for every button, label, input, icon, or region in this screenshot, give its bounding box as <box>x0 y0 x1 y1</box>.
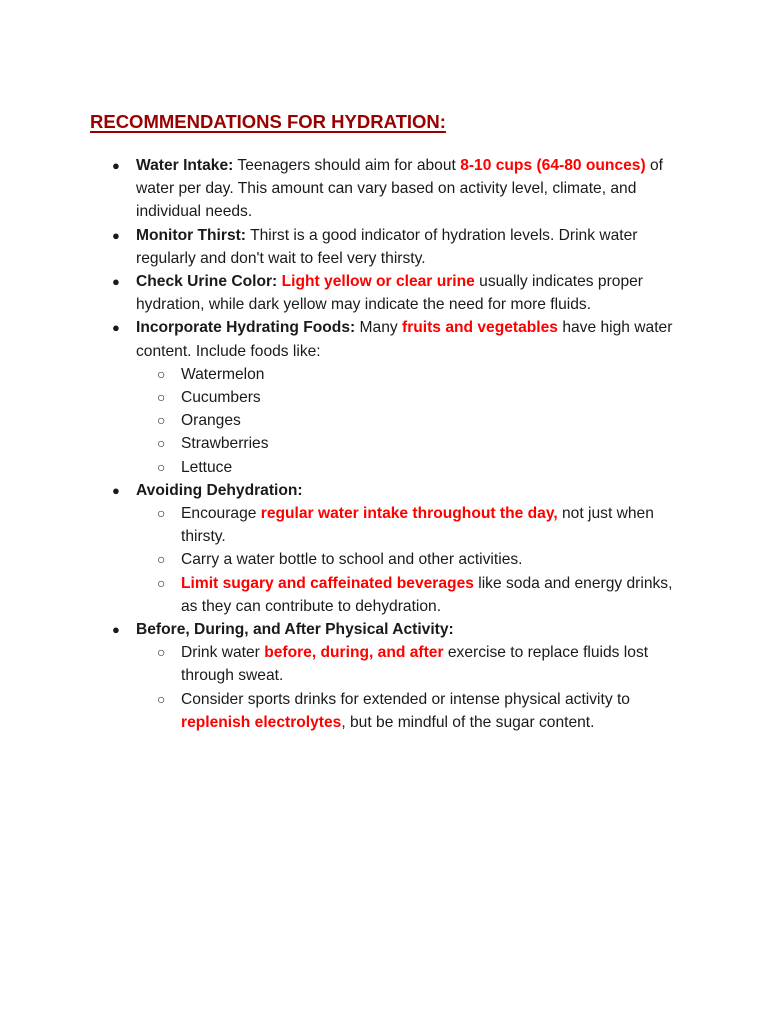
item-label: Before, During, and After Physical Activity: <box>136 621 454 639</box>
hollow-bullet-icon: ○ <box>157 574 166 591</box>
food-item <box>136 409 680 432</box>
hollow-bullet-icon: ○ <box>157 435 166 452</box>
food-name: Strawberries <box>181 435 269 453</box>
food-name: Lettuce <box>181 458 233 476</box>
hollow-bullet-icon: ○ <box>157 644 166 661</box>
sub-text: Encourage <box>181 505 261 523</box>
list-item-monitor-thirst <box>0 224 768 270</box>
item-label: Monitor Thirst: <box>136 226 247 244</box>
list-item-check-urine-color <box>0 270 768 316</box>
item-highlight: Light yellow or clear urine <box>281 273 475 291</box>
item-highlight: 8-10 cups (64-80 ounces) <box>460 157 646 174</box>
list-item-hydrating-foods <box>0 316 768 478</box>
item-label: Incorporate Hydrating Foods: <box>136 319 356 337</box>
hollow-bullet-icon: ○ <box>157 365 166 382</box>
food-name: Watermelon <box>181 365 265 383</box>
item-label: Water Intake: <box>136 157 234 174</box>
sub-highlight: regular water intake throughout the day, <box>260 505 558 523</box>
sub-item <box>136 502 680 548</box>
recommendations-list-container <box>0 154 768 734</box>
bullet-icon: ● <box>112 274 120 290</box>
item-text: Many <box>355 319 402 337</box>
sub-highlight: before, during, and after <box>264 644 444 662</box>
bullet-icon: ● <box>112 158 120 173</box>
sub-text: Carry a water bottle to school and other activities. <box>181 551 523 569</box>
page-title: RECOMMENDATIONS FOR HYDRATION: <box>90 111 446 132</box>
list-item-avoiding-dehydration <box>0 479 768 618</box>
sub-text: Drink water <box>181 644 265 662</box>
sub-item <box>136 572 680 618</box>
item-text: Teenagers should aim for about <box>233 157 461 174</box>
item-label: Avoiding Dehydration: <box>136 481 303 499</box>
food-name: Oranges <box>181 412 241 430</box>
sub-text: Consider sports drinks for extended or intense physical activity to <box>181 690 630 708</box>
sub-text: not just when thirsty. <box>181 505 654 546</box>
list-item-water-intake <box>0 154 768 224</box>
hollow-bullet-icon: ○ <box>157 389 166 406</box>
sub-text: exercise to replace fluids lost through sweat. <box>181 644 649 685</box>
food-item <box>136 363 680 386</box>
food-item <box>136 386 680 409</box>
item-highlight: fruits and vegetables <box>402 319 558 337</box>
item-text: of water per day. This amount can vary based on activity level, climate, and individual needs. <box>136 157 663 221</box>
food-item <box>136 432 680 455</box>
item-text: Thirst is a good indicator of hydration levels. Drink water regularly and don't wait to feel very thirsty. <box>136 226 638 267</box>
hollow-bullet-icon: ○ <box>157 690 166 707</box>
list-item-physical-activity <box>0 618 768 734</box>
sub-highlight: replenish electrolytes <box>181 713 342 731</box>
sub-text: like soda and energy drinks, as they can contribute to dehydration. <box>181 574 673 615</box>
activity-sublist <box>136 641 680 734</box>
item-text: usually indicates proper hydration, while dark yellow may indicate the need for more fluids. <box>136 273 643 314</box>
item-text: have high water content. Include foods like: <box>136 319 673 360</box>
hollow-bullet-icon: ○ <box>157 412 166 429</box>
bullet-icon: ● <box>112 320 120 336</box>
bullet-icon: ● <box>112 227 120 243</box>
sub-item <box>136 688 680 734</box>
sub-highlight: Limit sugary and caffeinated beverages <box>181 574 474 592</box>
recommendations-list <box>0 154 768 734</box>
hollow-bullet-icon: ○ <box>157 505 166 522</box>
hollow-bullet-icon: ○ <box>157 458 166 475</box>
sub-text: , but be mindful of the sugar content. <box>341 713 595 731</box>
item-label: Check Urine Color: <box>136 273 278 291</box>
sub-item <box>136 548 680 571</box>
hollow-bullet-icon: ○ <box>157 551 166 568</box>
dehydration-sublist <box>136 502 680 618</box>
food-name: Cucumbers <box>181 389 261 407</box>
food-item <box>136 456 680 479</box>
sub-item <box>136 641 680 687</box>
foods-sublist <box>136 363 680 479</box>
bullet-icon: ● <box>112 622 120 638</box>
bullet-icon: ● <box>112 482 120 498</box>
